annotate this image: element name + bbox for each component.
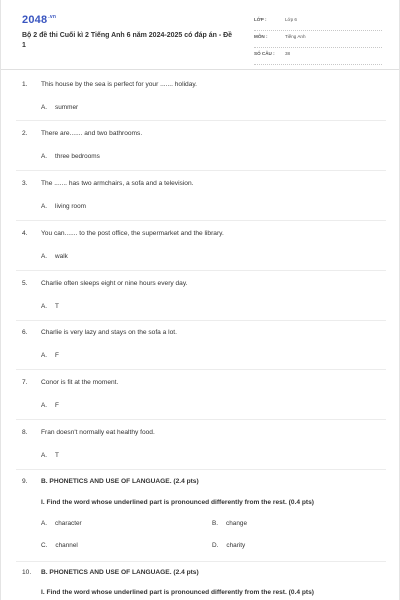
meta-row-count bbox=[254, 49, 382, 65]
answer-text: walk bbox=[55, 253, 68, 260]
answer-letter: A. bbox=[41, 104, 48, 111]
answer-text: channel bbox=[55, 542, 78, 549]
question-number: 9. bbox=[22, 478, 28, 485]
brand-suffix: .vn bbox=[48, 14, 57, 21]
meta-row-subject bbox=[254, 32, 382, 48]
meta-value: Tiếng Anh bbox=[285, 34, 306, 39]
brand-logo[interactable] bbox=[22, 14, 56, 26]
question-text: I. Find the word whose underlined part is pronounced differently from the rest. (0.4 pts) bbox=[41, 499, 314, 506]
question-number: 1. bbox=[22, 81, 28, 88]
brand-name: 2048 bbox=[22, 14, 48, 26]
answer-option[interactable] bbox=[41, 203, 86, 210]
answer-text: F bbox=[55, 352, 59, 359]
answer-option[interactable] bbox=[41, 520, 82, 527]
meta-value: Lớp 6 bbox=[285, 17, 297, 22]
divider bbox=[16, 561, 386, 562]
divider bbox=[16, 120, 386, 121]
answer-option[interactable] bbox=[41, 452, 59, 459]
answer-text: charity bbox=[226, 542, 246, 549]
answer-letter: B. bbox=[212, 520, 219, 527]
answer-letter: C. bbox=[41, 542, 48, 549]
question-text: Charlie often sleeps eight or nine hours every day. bbox=[41, 280, 188, 287]
answer-option[interactable] bbox=[41, 402, 59, 409]
meta-label: SỐ CÂU : bbox=[254, 51, 275, 56]
answer-option[interactable] bbox=[212, 520, 247, 527]
answer-option[interactable] bbox=[41, 253, 68, 260]
question-number: 5. bbox=[22, 280, 28, 287]
divider bbox=[16, 469, 386, 470]
answer-text: character bbox=[55, 520, 82, 527]
question-text: You can....... to the post office, the supermarket and the library. bbox=[41, 230, 224, 237]
answer-letter: A. bbox=[41, 303, 48, 310]
answer-option[interactable] bbox=[212, 542, 245, 549]
answer-text: change bbox=[226, 520, 248, 527]
meta-value: 38 bbox=[285, 51, 291, 56]
answer-text: three bedrooms bbox=[55, 153, 100, 160]
document-title: Bộ 2 đề thi Cuối kì 2 Tiếng Anh 6 năm 2024-2025 có đáp án - Đề 1 bbox=[22, 32, 233, 49]
question-number: 8. bbox=[22, 429, 28, 436]
question-number: 6. bbox=[22, 329, 28, 336]
question-text: There are....... and two bathrooms. bbox=[41, 130, 143, 137]
answer-option[interactable] bbox=[41, 352, 59, 359]
answer-text: summer bbox=[55, 104, 79, 111]
question-number: 2. bbox=[22, 130, 28, 137]
answer-letter: A. bbox=[41, 203, 48, 210]
answer-text: living room bbox=[55, 203, 86, 210]
answer-letter: A. bbox=[41, 352, 48, 359]
divider bbox=[16, 419, 386, 420]
divider bbox=[16, 170, 386, 171]
question-text: Fran doesn't normally eat healthy food. bbox=[41, 429, 155, 436]
answer-letter: D. bbox=[212, 542, 219, 549]
question-text: This house by the sea is perfect for your ....... holiday. bbox=[41, 81, 198, 88]
answer-text: T bbox=[55, 303, 59, 310]
document-header bbox=[1, 0, 399, 70]
divider bbox=[16, 270, 386, 271]
answer-text: F bbox=[55, 402, 59, 409]
answer-letter: A. bbox=[41, 452, 48, 459]
answer-letter: A. bbox=[41, 253, 48, 260]
answer-letter: A. bbox=[41, 153, 48, 160]
answer-text: T bbox=[55, 452, 59, 459]
question-text: Charlie is very lazy and stays on the sofa a lot. bbox=[41, 329, 177, 336]
answer-letter: A. bbox=[41, 402, 48, 409]
meta-label: MÔN : bbox=[254, 34, 268, 39]
meta-row-class bbox=[254, 15, 382, 31]
section-heading: B. PHONETICS AND USE OF LANGUAGE. (2.4 pts) bbox=[41, 569, 199, 576]
question-number: 7. bbox=[22, 379, 28, 386]
question-number: 10. bbox=[22, 569, 32, 576]
section-heading: B. PHONETICS AND USE OF LANGUAGE. (2.4 pts) bbox=[41, 478, 199, 485]
question-text: I. Find the word whose underlined part is pronounced differently from the rest. (0.4 pts) bbox=[41, 589, 314, 596]
answer-letter: A. bbox=[41, 520, 48, 527]
divider bbox=[16, 320, 386, 321]
answer-option[interactable] bbox=[41, 542, 78, 549]
answer-option[interactable] bbox=[41, 104, 78, 111]
divider bbox=[16, 220, 386, 221]
document-meta bbox=[254, 15, 382, 66]
meta-label: LỚP : bbox=[254, 17, 267, 22]
question-text: The ....... has two armchairs, a sofa and a television. bbox=[41, 180, 194, 187]
answer-option[interactable] bbox=[41, 153, 100, 160]
question-text: Conor is fit at the moment. bbox=[41, 379, 119, 386]
question-number: 3. bbox=[22, 180, 28, 187]
answer-option[interactable] bbox=[41, 303, 59, 310]
question-number: 4. bbox=[22, 230, 28, 237]
divider bbox=[16, 369, 386, 370]
